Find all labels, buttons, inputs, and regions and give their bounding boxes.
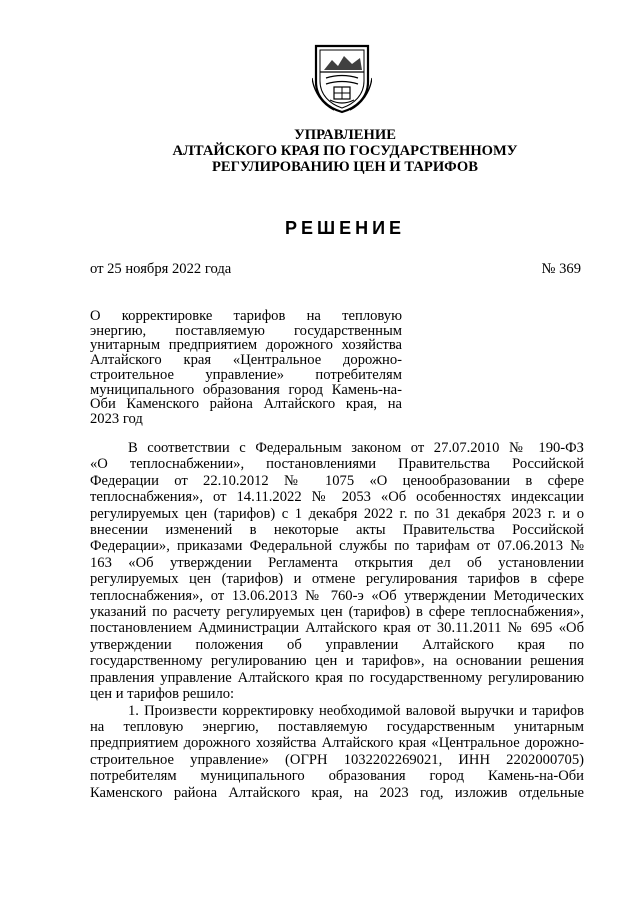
subject-line: энергию, поставляемую государственным (90, 322, 402, 339)
header-line: УПРАВЛЕНИЕ (294, 127, 396, 143)
body-line: «О теплоснабжении», постановлениями Правительства Российской (90, 456, 584, 473)
body-line: теплоснабжения», от 14.11.2022 № 2053 «Об особенностях индексации (90, 489, 584, 506)
header-line: РЕГУЛИРОВАНИЮ ЦЕН И ТАРИФОВ (212, 159, 478, 175)
body-line: Федерации», приказами Федеральной службы по тарифам от 07.06.2013 № (90, 538, 584, 555)
decision-body (90, 440, 584, 801)
decision-date: от 25 ноября 2022 года (90, 261, 232, 277)
body-line: 163 «Об утверждении Регламента открытия дел об установлении (90, 554, 584, 571)
body-line: предприятием дорожного хозяйства Алтайского края «Центральное дорожно- (90, 735, 584, 752)
subject-line: строительное управление» потребителям (90, 366, 402, 383)
subject-line: 2023 год (90, 410, 143, 427)
body-line: Каменского района Алтайского края, на 2023 год, изложив отдельные (90, 784, 584, 801)
body-line: указаний по расчету регулируемых цен (тарифов) в сфере теплоснабжения», (90, 604, 584, 621)
body-line: регулируемых цен (тарифов) и отмене регулирования тарифов в сфере (90, 571, 584, 588)
body-line: строительное управление» (ОГРН 1032202269021, ИНН 2202000705) (90, 751, 584, 768)
subject-line: муниципального образования город Камень-на- (90, 381, 402, 398)
body-line: 1. Произвести корректировку необходимой валовой выручки и тарифов (128, 702, 584, 719)
document-title: РЕШЕНИЕ (284, 218, 406, 238)
issuing-authority-header (0, 127, 640, 175)
body-line: В соответствии с Федеральным законом от 27.07.2010 № 190-ФЗ (128, 440, 584, 456)
header-line: АЛТАЙСКОГО КРАЯ ПО ГОСУДАРСТВЕННОМУ (172, 143, 518, 159)
body-line: теплоснабжения», от 13.06.2013 № 760-э «Об утверждении Методических (90, 587, 584, 604)
decision-number: № 369 (541, 261, 581, 277)
subject-line: унитарным предприятием дорожного хозяйства (90, 337, 402, 354)
coat-of-arms-icon (312, 42, 372, 114)
body-line: потребителям муниципального образования город Камень-на-Оби (90, 768, 584, 785)
subject-line: О корректировке тарифов на тепловую (90, 308, 402, 324)
body-line: государственному регулированию цен и тарифов», на основании решения (90, 653, 584, 670)
body-line: правления управление Алтайского края по государственному регулированию (90, 669, 584, 686)
decision-subject (90, 309, 402, 427)
body-line: цен и тарифов решило: (90, 686, 235, 703)
subject-line: Оби Каменского района Алтайского края, на (90, 396, 402, 413)
body-line: внесении изменений в некоторые акты Правительства Российской (90, 522, 584, 539)
subject-line: Алтайского края «Центральное дорожно- (90, 352, 402, 369)
body-line: регулируемых цен (тарифов) с 1 декабря 2022 г. по 31 декабря 2023 г. и о (90, 505, 584, 522)
body-line: Федерации от 22.10.2012 № 1075 «О ценообразовании в сфере (90, 472, 584, 489)
body-line: утверждении положения об управлении Алтайского края по (90, 636, 584, 653)
body-line: постановлением Администрации Алтайского края от 30.11.2011 № 695 «Об (90, 620, 584, 637)
body-line: на тепловую энергию, поставляемую государственным унитарным (90, 718, 584, 735)
